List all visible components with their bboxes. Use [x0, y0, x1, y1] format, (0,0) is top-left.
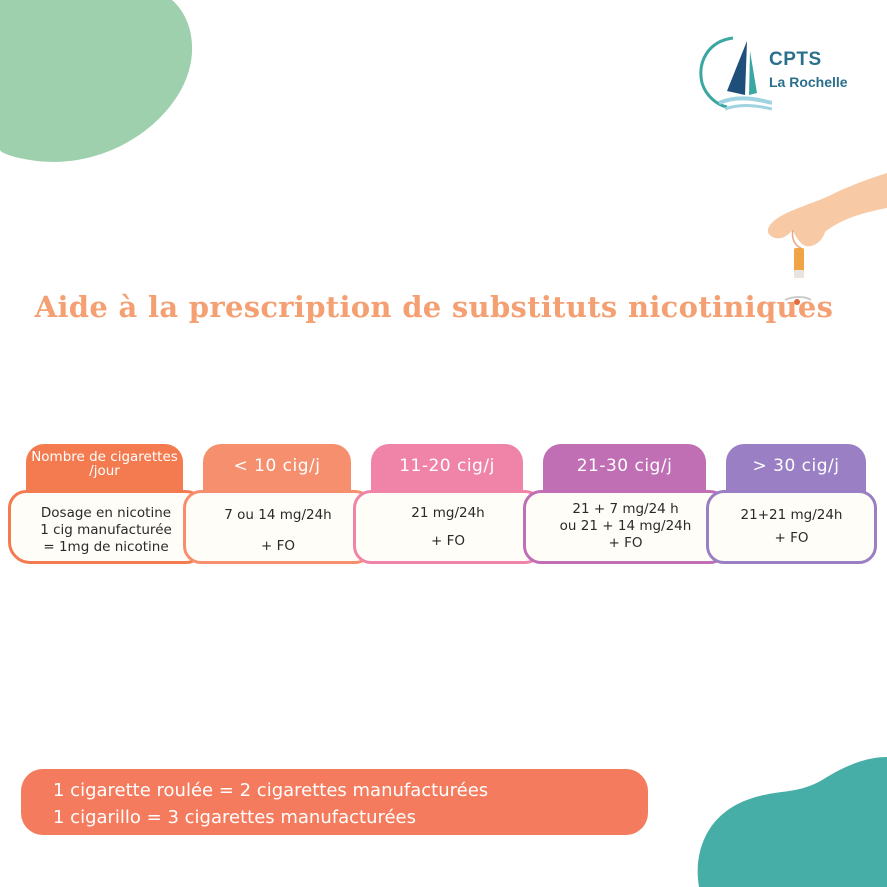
card-line: = 1mg de nicotine — [43, 539, 169, 555]
card-dose-21-30 — [523, 490, 728, 564]
card-line: 21 + 7 mg/24 h — [572, 501, 679, 517]
tab-label: < 10 cig/j — [233, 456, 321, 476]
card-line: + FO — [261, 538, 295, 554]
tab-label: Nombre de cigarettes /jour — [31, 449, 178, 479]
card-line: + FO — [608, 535, 643, 551]
tab-11-20 — [371, 444, 523, 494]
card-line: + FO — [431, 533, 465, 549]
card-line: + FO — [774, 530, 809, 546]
tab-label: 21-30 cig/j — [576, 456, 673, 476]
sailboat-logo-icon — [697, 33, 772, 113]
card-line: 21 mg/24h — [411, 505, 485, 521]
tab-label: 11-20 cig/j — [399, 456, 495, 476]
tab-21-30 — [543, 444, 706, 494]
card-dose-over-30 — [706, 490, 877, 564]
card-line: 1 cig manufacturée — [40, 522, 172, 538]
decorative-teal-blob — [697, 757, 887, 887]
cpts-logo — [697, 33, 872, 113]
note-line-cigarillo: 1 cigarillo = 3 cigarettes manufacturées — [53, 807, 417, 828]
tab-under-10 — [203, 444, 351, 494]
equivalence-note — [21, 769, 648, 835]
decorative-green-blob — [0, 0, 200, 165]
note-line-rolled-cigarette: 1 cigarette roulée = 2 cigarettes manufacturées — [53, 780, 489, 801]
card-line: Dosage en nicotine — [40, 505, 172, 521]
tab-over-30 — [726, 444, 866, 494]
page-title: Aide à la prescription de substituts nicotiniques — [34, 290, 834, 324]
card-dose-under-10 — [183, 490, 373, 564]
tab-label: > 30 cig/j — [752, 456, 840, 476]
card-dose-11-20 — [353, 490, 543, 564]
card-nicotine-dosage-label — [8, 490, 204, 564]
logo-name: CPTS — [769, 49, 822, 70]
logo-city: La Rochelle — [769, 74, 848, 90]
card-line: 21+21 mg/24h — [740, 507, 843, 523]
card-line: 7 ou 14 mg/24h — [224, 507, 332, 523]
tab-cigarettes-per-day — [26, 444, 183, 494]
card-line: ou 21 + 14 mg/24h — [559, 518, 692, 534]
